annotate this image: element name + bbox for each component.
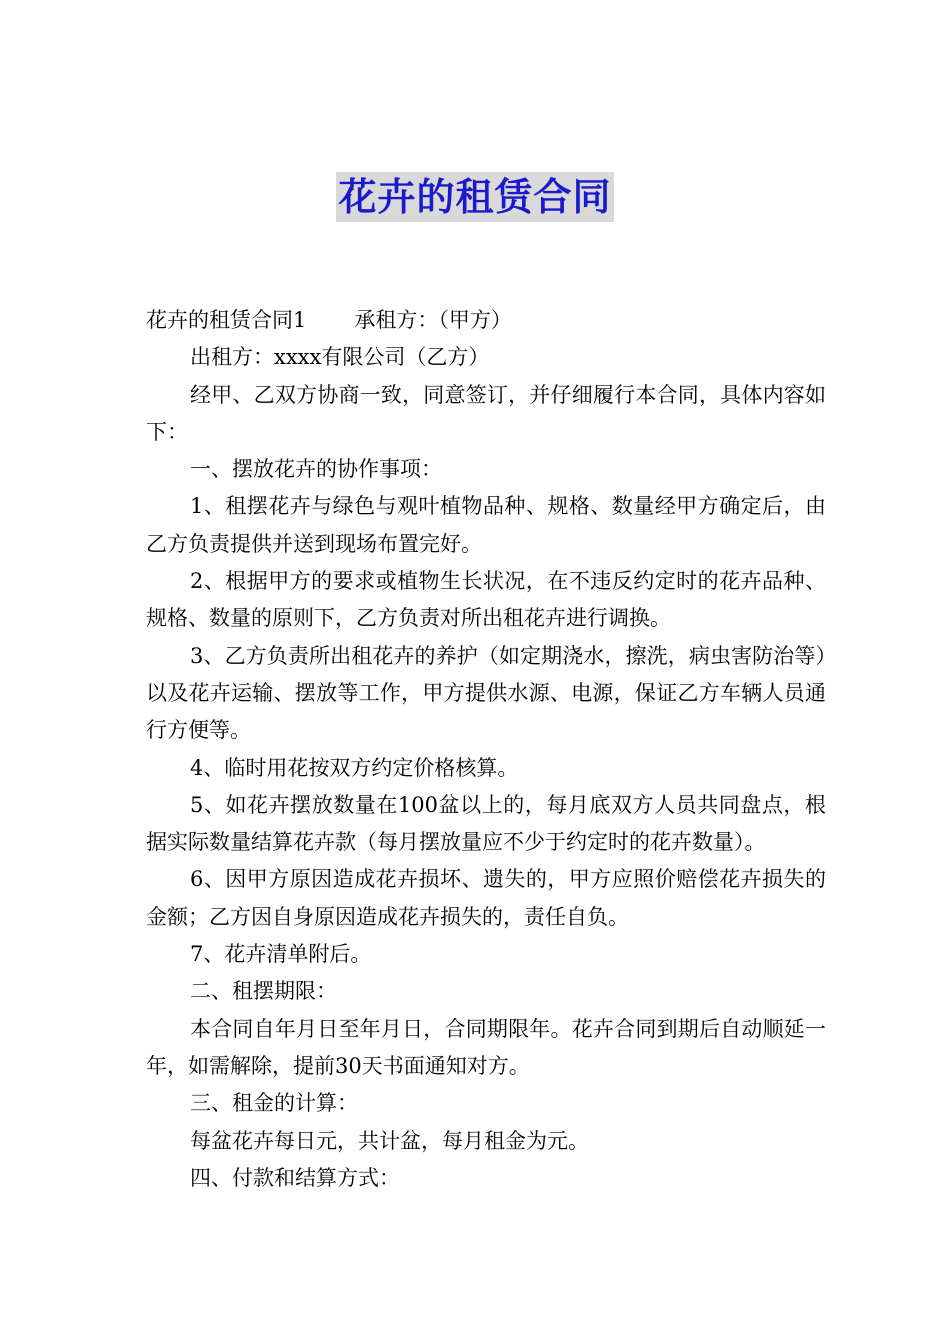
- clause-1-3: 3、乙方负责所出租花卉的养护（如定期浇水，擦洗，病虫害防治等）以及花卉运输、摆放等工作，甲方提供水源、电源，保证乙方车辆人员通行方便等。: [146, 643, 826, 743]
- section-heading-4: 四、付款和结算方式：: [190, 1165, 400, 1190]
- paragraph-intro: [146, 302, 826, 339]
- lessee-line: 承租方：（甲方）: [354, 308, 512, 332]
- document-title: 花卉的租赁合同: [336, 172, 613, 222]
- clause-1-1: 1、租摆花卉与绿色与观叶植物品种、规格、数量经甲方确定后，由乙方负责提供并送到现场布置完好。: [146, 494, 826, 556]
- document-body: [146, 302, 826, 1197]
- clause-2-term: 本合同自年月日至年月日，合同期限年。花卉合同到期后自动顺延一年，如需解除，提前30天书面通知对方。: [146, 1016, 826, 1078]
- title-container: [0, 172, 950, 222]
- clause-1-5: 5、如花卉摆放数量在100盆以上的，每月底双方人员共同盘点，根据实际数量结算花卉款（每月摆放量应不少于约定时的花卉数量）。: [146, 792, 826, 855]
- clause-3-rent: 每盆花卉每日元，共计盆，每月租金为元。: [190, 1128, 589, 1153]
- section-heading-1: 一、摆放花卉的协作事项：: [190, 457, 442, 482]
- clause-1-7: 7、花卉清单附后。: [190, 942, 372, 967]
- clause-1-4: 4、临时用花按双方约定价格核算。: [190, 755, 519, 780]
- paragraph-lessor: 出租方：xxxx有限公司（乙方）: [190, 345, 490, 370]
- clause-1-6: 6、因甲方原因造成花卉损坏、遗失的，甲方应照价赔偿花卉损失的金额；乙方因自身原因造成花卉损失的，责任自负。: [146, 867, 826, 929]
- paragraph-agreement: 经甲、乙双方协商一致，同意签订，并仔细履行本合同，具体内容如下：: [146, 382, 826, 444]
- section-heading-3: 三、租金的计算：: [190, 1091, 358, 1116]
- clause-1-2: 2、根据甲方的要求或植物生长状况，在不违反约定时的花卉品种、规格、数量的原则下，乙方负责对所出租花卉进行调换。: [146, 569, 826, 631]
- contract-heading: 花卉的租赁合同1: [146, 308, 307, 332]
- section-heading-2: 二、租摆期限：: [190, 979, 337, 1004]
